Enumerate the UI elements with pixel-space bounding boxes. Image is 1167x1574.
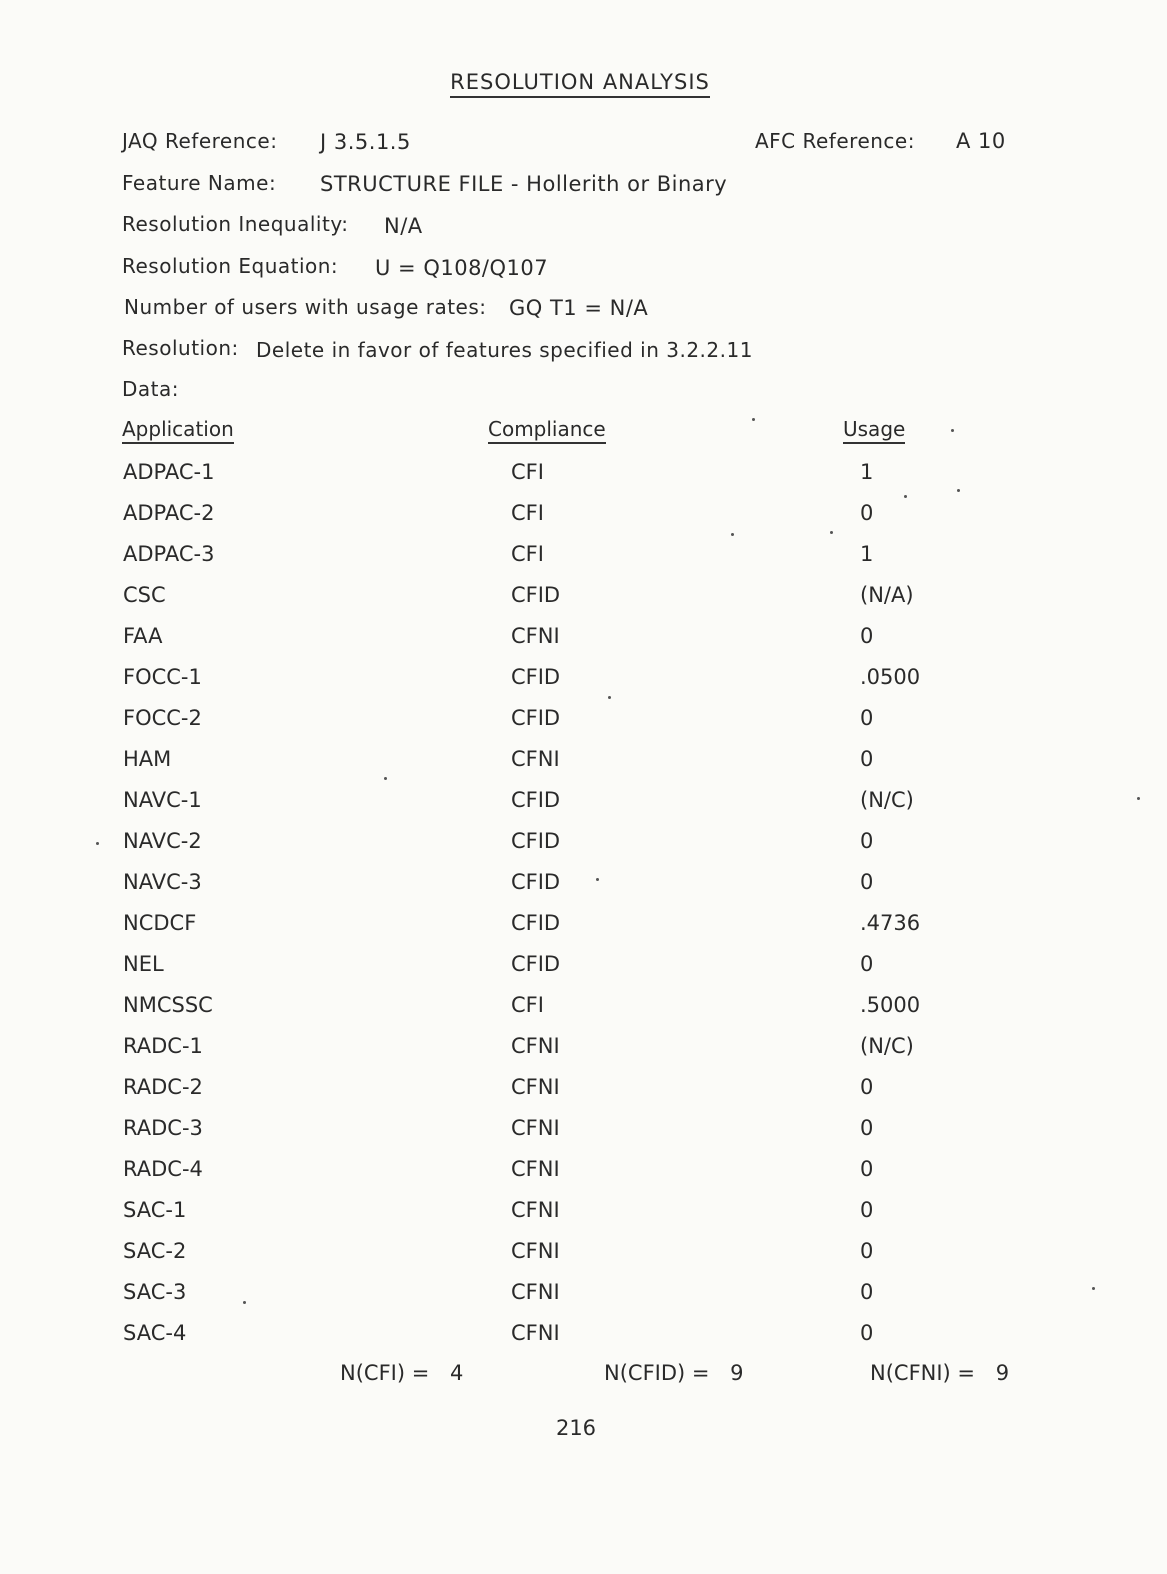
summary-cfni-value: 9 xyxy=(995,1361,1010,1385)
table-row xyxy=(0,706,1167,747)
usage-cell: 0 xyxy=(860,1280,874,1304)
compliance-cell: CFNI xyxy=(511,1157,560,1181)
usage-cell: 0 xyxy=(860,829,874,853)
usage-cell: .0500 xyxy=(860,665,921,689)
table-row xyxy=(0,1239,1167,1280)
scan-speck xyxy=(608,696,611,699)
application-cell: NMCSSC xyxy=(123,993,213,1017)
scan-speck xyxy=(752,418,755,421)
application-cell: RADC-4 xyxy=(123,1157,203,1181)
usage-cell: 0 xyxy=(860,870,874,894)
application-cell: RADC-1 xyxy=(123,1034,203,1058)
table-row xyxy=(0,1075,1167,1116)
summary-cfid-value: 9 xyxy=(730,1361,744,1385)
compliance-cell: CFNI xyxy=(511,1321,560,1345)
compliance-cell: CFID xyxy=(511,788,561,812)
table-row xyxy=(0,911,1167,952)
page-title: RESOLUTION ANALYSIS xyxy=(0,70,1160,94)
table-row xyxy=(0,870,1167,911)
usage-cell: (N/C) xyxy=(860,1034,914,1058)
table-row xyxy=(0,542,1167,583)
table-row xyxy=(0,501,1167,542)
scan-speck xyxy=(243,1301,246,1304)
usage-cell: .5000 xyxy=(860,993,921,1017)
application-cell: RADC-3 xyxy=(123,1116,203,1140)
application-cell: ADPAC-1 xyxy=(123,460,215,484)
resolution-inequality-value: N/A xyxy=(384,214,423,238)
summary-cfni-label: N(CFNI) = xyxy=(870,1361,976,1385)
usage-cell: 0 xyxy=(860,1321,874,1345)
resolution-label: Resolution: xyxy=(122,336,239,360)
application-cell: ADPAC-3 xyxy=(123,542,215,566)
usage-cell: 0 xyxy=(860,1075,874,1099)
jaq-reference-label: JAQ Reference: xyxy=(122,129,278,153)
table-row xyxy=(0,1157,1167,1198)
users-label: Number of users with usage rates: xyxy=(124,295,487,319)
application-cell: FAA xyxy=(123,624,163,648)
summary-cfni xyxy=(870,1361,1009,1385)
application-cell: FOCC-2 xyxy=(123,706,202,730)
scan-speck xyxy=(1137,797,1140,800)
page-number: 216 xyxy=(555,1416,597,1440)
compliance-cell: CFID xyxy=(511,829,561,853)
afc-reference-value: A 10 xyxy=(956,129,1006,153)
application-cell: FOCC-1 xyxy=(123,665,202,689)
feature-name-label: Feature Name: xyxy=(122,171,277,195)
table-row xyxy=(0,747,1167,788)
usage-cell: 0 xyxy=(860,706,874,730)
table-row xyxy=(0,993,1167,1034)
application-cell: SAC-1 xyxy=(123,1198,187,1222)
usage-cell: 0 xyxy=(860,1239,874,1263)
jaq-reference-value: J 3.5.1.5 xyxy=(320,130,411,154)
compliance-cell: CFID xyxy=(511,583,561,607)
scan-speck xyxy=(904,495,907,498)
application-cell: SAC-4 xyxy=(123,1321,187,1345)
compliance-cell: CFI xyxy=(511,460,544,484)
compliance-cell: CFNI xyxy=(511,1075,560,1099)
compliance-cell: CFI xyxy=(511,501,544,525)
application-cell: SAC-3 xyxy=(123,1280,187,1304)
compliance-cell: CFID xyxy=(511,706,561,730)
usage-cell: 1 xyxy=(860,542,874,566)
usage-cell: 0 xyxy=(860,501,874,525)
table-row xyxy=(0,1280,1167,1321)
afc-reference-label: AFC Reference: xyxy=(755,129,915,153)
table-row xyxy=(0,952,1167,993)
table-row xyxy=(0,460,1167,501)
compliance-cell: CFNI xyxy=(511,624,560,648)
scan-speck xyxy=(957,489,960,492)
compliance-cell: CFID xyxy=(511,911,561,935)
application-cell: CSC xyxy=(123,583,166,607)
application-cell: HAM xyxy=(123,747,172,771)
summary-cfi-label: N(CFI) = xyxy=(340,1361,430,1385)
scan-speck xyxy=(596,878,599,881)
compliance-cell: CFID xyxy=(511,665,561,689)
compliance-cell: CFID xyxy=(511,952,561,976)
data-label: Data: xyxy=(122,377,179,401)
header-usage: Usage xyxy=(843,417,905,444)
resolution-equation-value: U = Q108/Q107 xyxy=(375,256,549,280)
application-cell: NAVC-1 xyxy=(123,788,202,812)
summary-cfi xyxy=(340,1361,463,1385)
compliance-cell: CFI xyxy=(511,993,544,1017)
table-row xyxy=(0,583,1167,624)
compliance-cell: CFID xyxy=(511,870,561,894)
table-row xyxy=(0,1321,1167,1362)
usage-cell: 0 xyxy=(860,624,874,648)
usage-cell: 0 xyxy=(860,1198,874,1222)
compliance-cell: CFI xyxy=(511,542,544,566)
table-row xyxy=(0,829,1167,870)
usage-cell: 0 xyxy=(860,747,874,771)
resolution-inequality-label: Resolution Inequality: xyxy=(122,212,349,236)
application-cell: NAVC-2 xyxy=(123,829,202,853)
usage-cell: 0 xyxy=(860,1157,874,1181)
compliance-cell: CFNI xyxy=(511,1280,560,1304)
usage-cell: .4736 xyxy=(860,911,921,935)
table-row xyxy=(0,624,1167,665)
table-row xyxy=(0,1198,1167,1239)
header-compliance: Compliance xyxy=(488,417,606,444)
application-cell: NCDCF xyxy=(123,911,197,935)
usage-cell: 0 xyxy=(860,1116,874,1140)
scan-speck xyxy=(384,777,387,780)
scan-speck xyxy=(951,429,954,432)
usage-cell: (N/C) xyxy=(860,788,914,812)
application-cell: ADPAC-2 xyxy=(123,501,215,525)
resolution-value: Delete in favor of features specified in 3.2.2.11 xyxy=(256,338,753,362)
scan-speck xyxy=(830,531,833,534)
table-row xyxy=(0,665,1167,706)
scan-speck xyxy=(1092,1287,1095,1290)
compliance-cell: CFNI xyxy=(511,1239,560,1263)
table-row xyxy=(0,1034,1167,1075)
usage-cell: 0 xyxy=(860,952,874,976)
compliance-cell: CFNI xyxy=(511,1034,560,1058)
scan-speck xyxy=(731,533,734,536)
compliance-cell: CFNI xyxy=(511,1116,560,1140)
usage-cell: 1 xyxy=(860,460,874,484)
scan-speck xyxy=(96,842,99,845)
application-cell: RADC-2 xyxy=(123,1075,203,1099)
summary-cfid xyxy=(604,1361,744,1385)
summary-cfid-label: N(CFID) = xyxy=(604,1361,710,1385)
application-cell: NAVC-3 xyxy=(123,870,202,894)
application-cell: NEL xyxy=(123,952,164,976)
table-row xyxy=(0,1116,1167,1157)
compliance-cell: CFNI xyxy=(511,747,560,771)
summary-cfi-value: 4 xyxy=(450,1361,464,1385)
header-application: Application xyxy=(122,417,234,444)
resolution-equation-label: Resolution Equation: xyxy=(122,254,339,278)
table-row xyxy=(0,788,1167,829)
application-cell: SAC-2 xyxy=(123,1239,187,1263)
usage-cell: (N/A) xyxy=(860,583,914,607)
feature-name-value: STRUCTURE FILE - Hollerith or Binary xyxy=(320,172,728,196)
users-value: GQ T1 = N/A xyxy=(509,296,649,320)
compliance-cell: CFNI xyxy=(511,1198,560,1222)
